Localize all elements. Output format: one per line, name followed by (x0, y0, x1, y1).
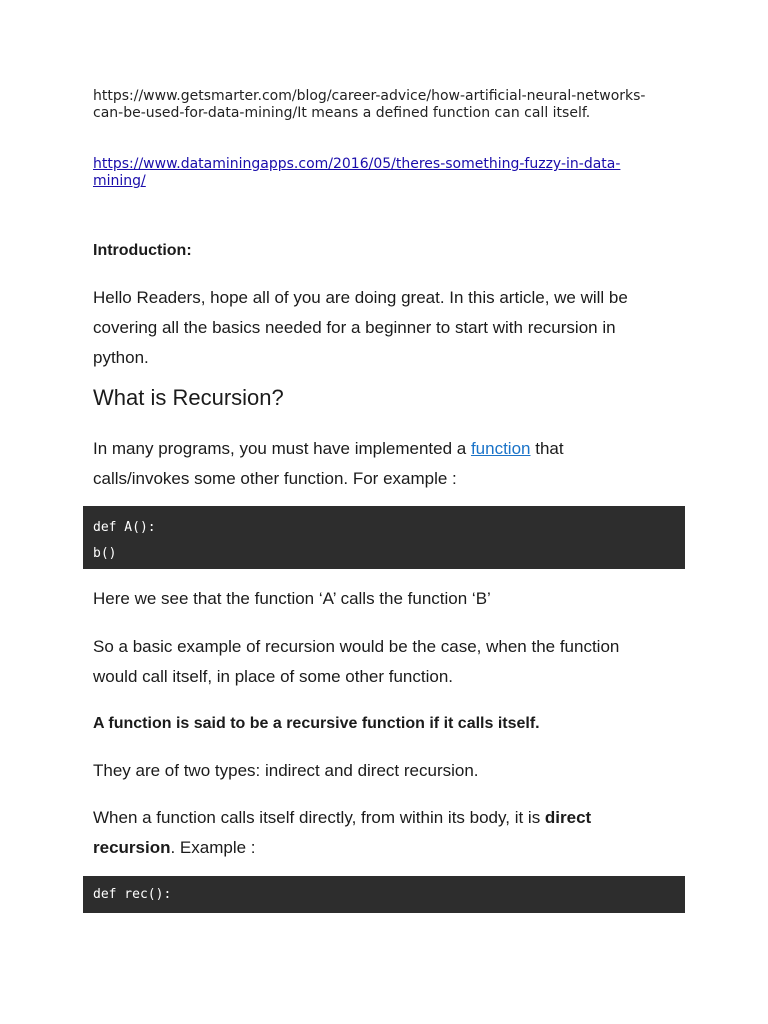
paragraph-function-example (93, 434, 653, 494)
intro-heading: Introduction: (93, 242, 192, 259)
function-link[interactable]: function (470, 439, 531, 458)
code-block-1 (83, 506, 685, 569)
code-line: b() (93, 546, 117, 561)
recursive-definition: A function is said to be a recursive function if it calls itself. (93, 715, 540, 732)
reference-text-1: https://www.getsmarter.com/blog/career-advice/how-artificial-neural-networks-can-be-used-for-data-mining/It means a defined function can call itself. (93, 88, 646, 121)
code-line: def rec(): (93, 887, 172, 902)
direct-recursion-term: direct recursion (93, 808, 592, 857)
code-line: def A(): (93, 520, 156, 535)
code-block-2 (83, 876, 685, 913)
intro-paragraph: Hello Readers, hope all of you are doing great. In this article, we will be covering all the basics needed for a beginner to start with recursion in python. (93, 288, 628, 367)
paragraph-here: Here we see that the function ‘A’ calls the function ‘B’ (93, 589, 491, 608)
paragraph-direct-recursion (93, 803, 653, 863)
paragraph-basic-example: So a basic example of recursion would be the case, when the function would call itself, in place of some other function. (93, 637, 620, 686)
paragraph-text: In many programs, you must have implemented a (93, 439, 471, 458)
paragraph-types: They are of two types: indirect and direct recursion. (93, 761, 479, 780)
paragraph-text: that calls/invokes some other function. For example : (93, 439, 564, 488)
reference-2 (93, 156, 673, 190)
section-title: What is Recursion? (93, 385, 284, 410)
reference-link-2[interactable]: https://www.dataminingapps.com/2016/05/theres-something-fuzzy-in-data-mining/ (93, 156, 621, 189)
paragraph-text: When a function calls itself directly, from within its body, it is (93, 808, 545, 827)
paragraph-text: . Example : (170, 838, 256, 857)
